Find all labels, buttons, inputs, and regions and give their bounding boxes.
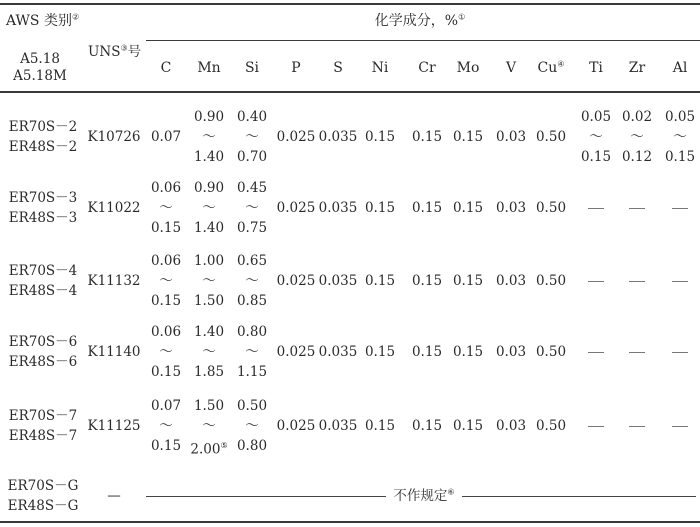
cell-si-range: 0.40 ～ 0.70 [236, 109, 268, 165]
cell-mo: 0.15 [452, 344, 484, 360]
cell-ti-dash [588, 352, 604, 353]
cell-zr-range: 0.02 ～ 0.12 [621, 109, 653, 165]
uns-cell: — [107, 488, 121, 504]
uns-cell: K11132 [87, 273, 141, 289]
cell-si-range: 0.50 ～ 0.80 [236, 398, 268, 454]
cell-ti-dash [588, 281, 604, 282]
cell-cu: 0.50 [535, 129, 567, 145]
cell-c-range: 0.06 ～ 0.15 [150, 253, 182, 309]
aws-class-cell: ER48S－4 [8, 283, 78, 299]
cell-mn-range: 1.00 ～ 1.50 [193, 253, 225, 309]
header-bottom-rule [0, 91, 700, 93]
cell-c: 0.07 [150, 129, 182, 145]
cell-p: 0.025 [276, 129, 316, 145]
element-header-al: Al [672, 60, 688, 76]
not-specified-label: 不作规定⑥ [393, 487, 455, 504]
spec-header-1: A5.18 [20, 51, 60, 67]
aws-class-header: AWS 类别② [6, 12, 80, 29]
uns-header: UNS③号 [88, 43, 142, 60]
element-header-mo: Mo [456, 60, 480, 76]
uns-cell: K11125 [87, 418, 141, 434]
cell-cu: 0.50 [535, 418, 567, 434]
cell-ni: 0.15 [364, 273, 396, 289]
element-header-ni: Ni [371, 60, 389, 76]
table-bottom-rule [0, 521, 700, 523]
cell-cr: 0.15 [411, 273, 443, 289]
cell-mo: 0.15 [452, 273, 484, 289]
cell-ni: 0.15 [364, 418, 396, 434]
not-specified-line-left [146, 496, 386, 497]
cell-s: 0.035 [318, 344, 358, 360]
aws-class-cell: ER48S－G [7, 498, 79, 514]
cell-si-range: 0.65 ～ 0.85 [236, 253, 268, 309]
spec-header-2: A5.18M [13, 68, 67, 84]
cell-cr: 0.15 [411, 200, 443, 216]
cell-al-dash [672, 426, 688, 427]
cell-ni: 0.15 [364, 200, 396, 216]
element-header-s: S [333, 60, 343, 76]
cell-mn-range: 0.90 ～ 1.40 [193, 180, 225, 236]
uns-cell: K11140 [87, 344, 141, 360]
aws-class-cell: ER48S－7 [8, 428, 78, 444]
cell-s: 0.035 [318, 418, 358, 434]
cell-v: 0.03 [495, 418, 527, 434]
cell-mo: 0.15 [452, 418, 484, 434]
aws-class-cell: ER70S－2 [8, 119, 78, 135]
uns-cell: K11022 [87, 200, 141, 216]
cell-cu: 0.50 [535, 200, 567, 216]
aws-class-cell: ER70S－6 [8, 334, 78, 350]
cell-cr: 0.15 [411, 418, 443, 434]
header-mid-rule [146, 40, 700, 41]
aws-class-cell: ER48S－3 [8, 210, 78, 226]
cell-p: 0.025 [276, 200, 316, 216]
cell-s: 0.035 [318, 129, 358, 145]
aws-class-cell: ER48S－6 [8, 354, 78, 370]
cell-mo: 0.15 [452, 129, 484, 145]
cell-ti-dash [588, 426, 604, 427]
uns-cell: K10726 [87, 129, 141, 145]
element-header-cu: Cu④ [537, 59, 565, 76]
element-header-si: Si [244, 60, 260, 76]
cell-cr: 0.15 [411, 344, 443, 360]
element-header-p: P [291, 60, 301, 76]
cell-al-dash [672, 352, 688, 353]
cell-zr-dash [629, 281, 645, 282]
not-specified-line-right [462, 496, 696, 497]
cell-si-range: 0.80 ～ 1.15 [236, 324, 268, 380]
cell-ti-dash [588, 208, 604, 209]
aws-class-cell: ER70S－7 [8, 408, 78, 424]
cell-ti-range: 0.05 ～ 0.15 [580, 109, 612, 165]
cell-p: 0.025 [276, 344, 316, 360]
cell-mo: 0.15 [452, 200, 484, 216]
cell-zr-dash [629, 208, 645, 209]
cell-mn-range: 0.90 ～ 1.40 [193, 109, 225, 165]
element-header-v: V [505, 60, 517, 76]
element-header-ti: Ti [589, 60, 603, 76]
cell-v: 0.03 [495, 273, 527, 289]
cell-al-dash [672, 208, 688, 209]
element-header-c: C [160, 60, 172, 76]
cell-v: 0.03 [495, 200, 527, 216]
cell-s: 0.035 [318, 273, 358, 289]
cell-zr-dash [629, 426, 645, 427]
composition-header: 化学成分，%① [374, 12, 466, 29]
cell-mn-range: 1.50 ～ 2.00⑤ [190, 398, 228, 458]
cell-c-range: 0.06 ～ 0.15 [150, 180, 182, 236]
aws-class-cell: ER70S－3 [8, 190, 78, 206]
aws-class-cell: ER48S－2 [8, 139, 78, 155]
element-header-zr: Zr [628, 60, 646, 76]
cell-p: 0.025 [276, 273, 316, 289]
cell-cu: 0.50 [535, 344, 567, 360]
cell-p: 0.025 [276, 418, 316, 434]
cell-mn-range: 1.40 ～ 1.85 [193, 324, 225, 380]
cell-si-range: 0.45 ～ 0.75 [236, 180, 268, 236]
cell-ni: 0.15 [364, 344, 396, 360]
cell-al-dash [672, 281, 688, 282]
cell-v: 0.03 [495, 344, 527, 360]
aws-class-cell: ER70S－G [7, 478, 79, 494]
cell-zr-dash [629, 352, 645, 353]
cell-ni: 0.15 [364, 129, 396, 145]
cell-c-range: 0.07 ～ 0.15 [150, 398, 182, 454]
cell-s: 0.035 [318, 200, 358, 216]
element-header-mn: Mn [197, 60, 221, 76]
cell-cr: 0.15 [411, 129, 443, 145]
cell-cu: 0.50 [535, 273, 567, 289]
element-header-cr: Cr [418, 60, 436, 76]
table-top-rule [0, 3, 700, 5]
cell-c-range: 0.06 ～ 0.15 [150, 324, 182, 380]
aws-class-cell: ER70S－4 [8, 263, 78, 279]
cell-v: 0.03 [495, 129, 527, 145]
cell-al-range: 0.05 ～ 0.15 [664, 109, 696, 165]
